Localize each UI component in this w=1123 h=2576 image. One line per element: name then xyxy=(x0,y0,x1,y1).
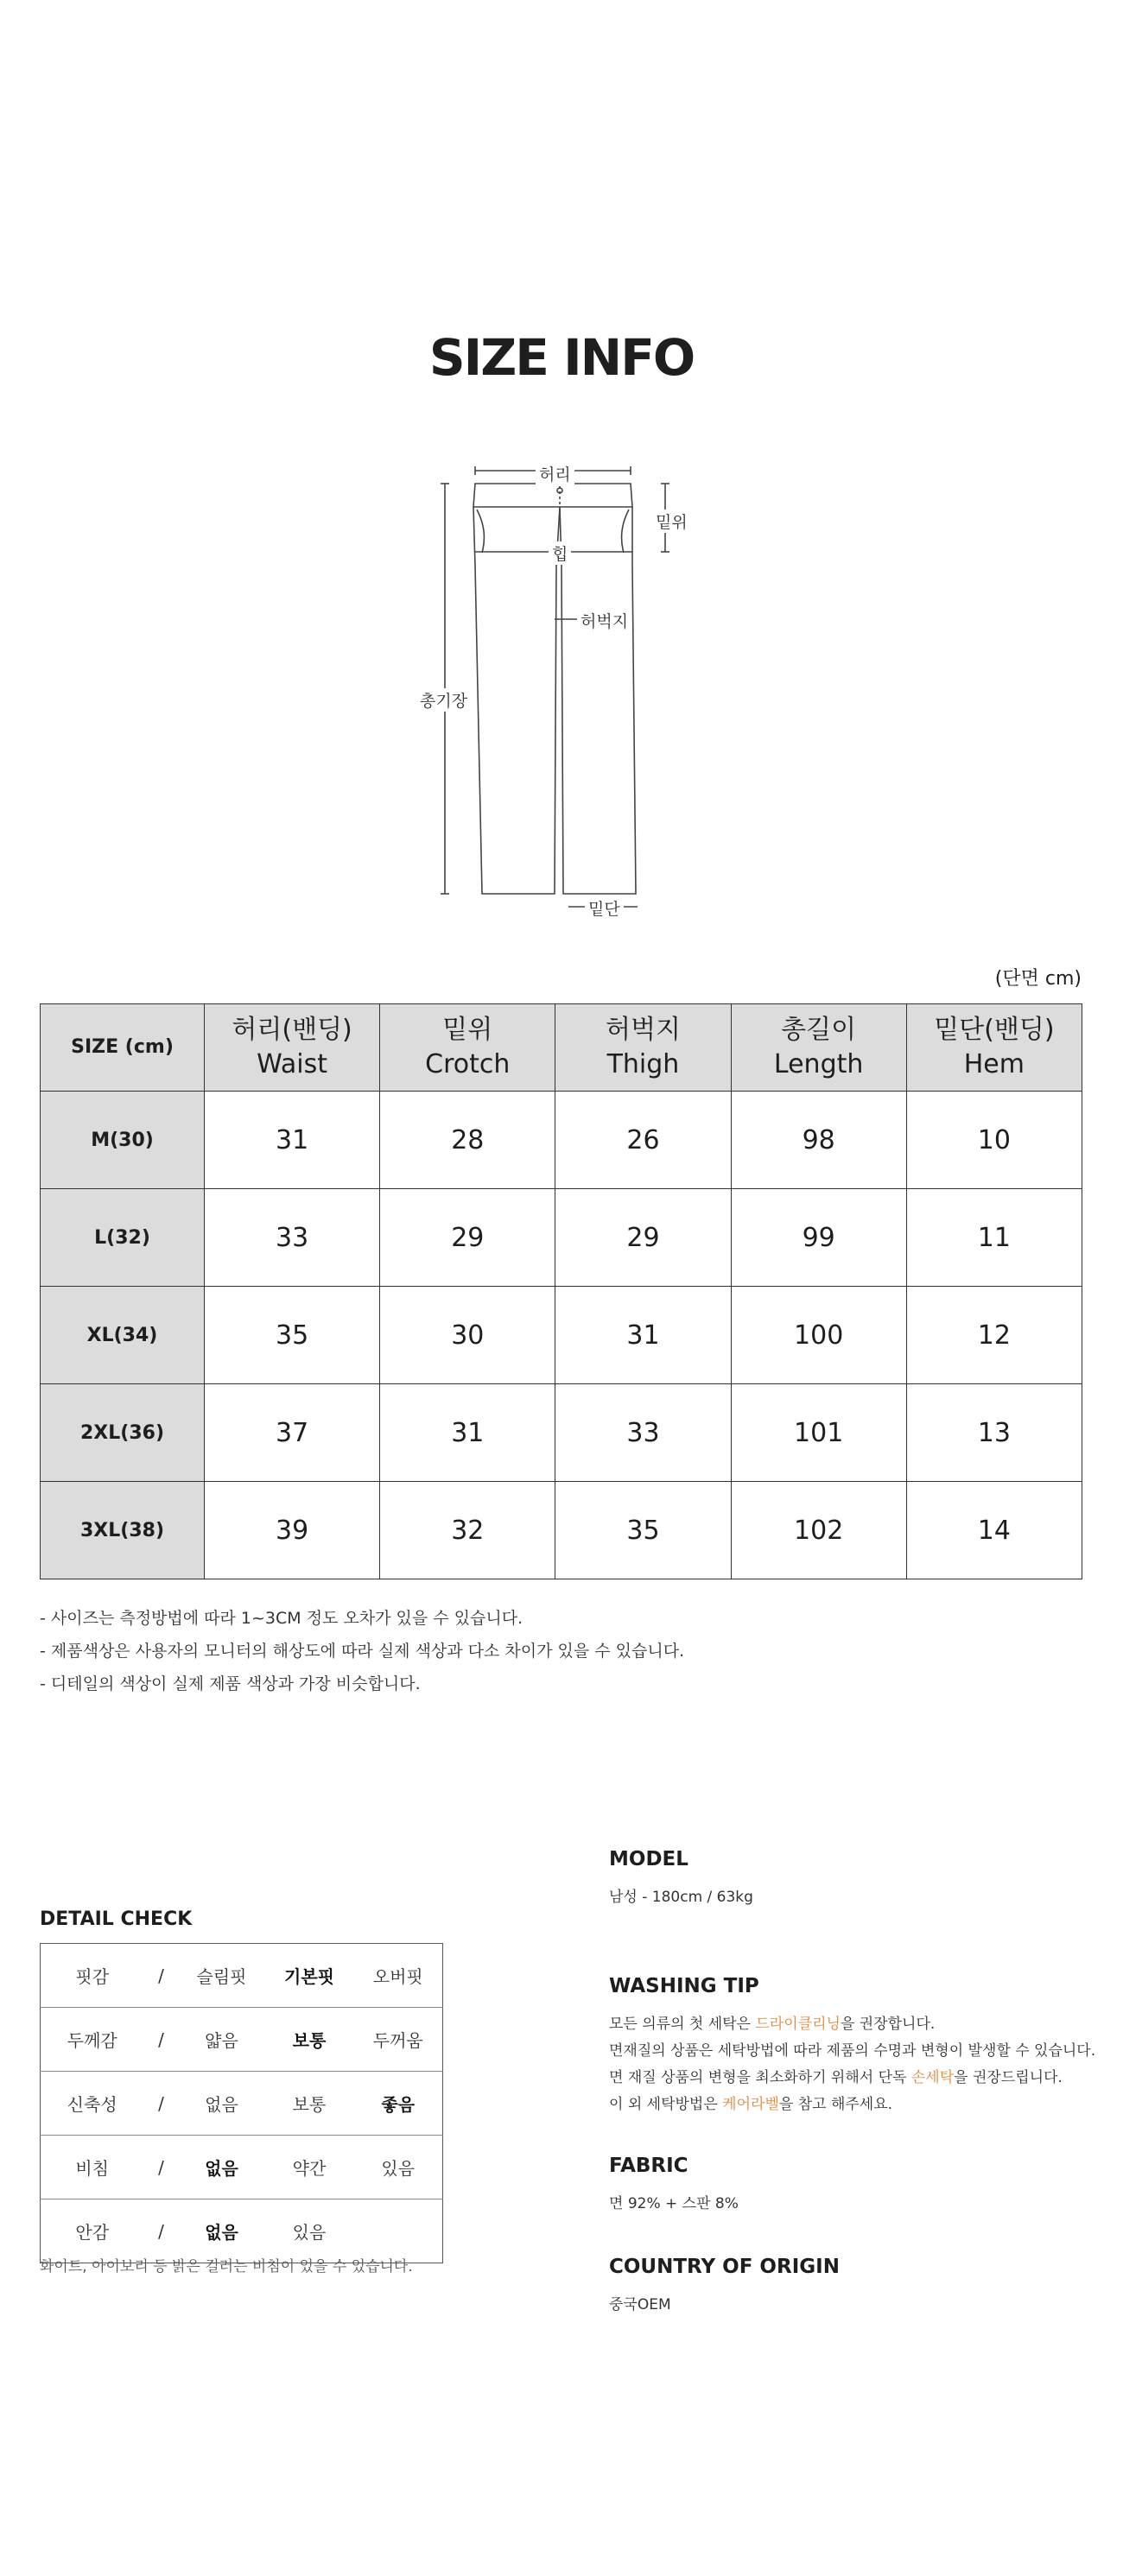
detail-option: 약간 xyxy=(265,2136,354,2199)
cell-value: 101 xyxy=(731,1384,906,1482)
fabric-title: FABRIC xyxy=(609,2155,688,2177)
table-row xyxy=(41,1287,1082,1384)
origin-text: 중국OEM xyxy=(609,2296,671,2313)
column-header-crotch: 밑위 Crotch xyxy=(380,1004,555,1092)
model-section xyxy=(609,1848,1110,1911)
cell-value: 102 xyxy=(731,1482,906,1579)
highlight-hand-wash: 손세탁 xyxy=(910,2069,955,2086)
washing-line: 면재질의 상품은 세탁방법에 따라 제품의 수명과 변형이 발생할 수 있습니다. xyxy=(609,2042,1096,2060)
table-row xyxy=(41,1482,1082,1579)
diagram-label-hip: 힙 xyxy=(549,541,571,565)
row-size: 3XL(38) xyxy=(41,1482,205,1579)
size-table-header xyxy=(41,1004,1082,1092)
cell-value: 98 xyxy=(731,1092,906,1189)
cell-value: 31 xyxy=(555,1287,731,1384)
model-title: MODEL xyxy=(609,1848,688,1870)
detail-label: 신축성 xyxy=(41,2072,144,2136)
detail-label: 두께감 xyxy=(41,2008,144,2072)
separator: / xyxy=(144,2072,179,2136)
pants-diagram xyxy=(406,462,708,924)
note-line: - 제품색상은 사용자의 모니터의 해상도에 따라 실제 색상과 다소 차이가 있을 수 있습니다. xyxy=(40,1642,685,1661)
column-header-hem: 밑단(밴딩) Hem xyxy=(906,1004,1082,1092)
cell-value: 100 xyxy=(731,1287,906,1384)
size-header-cell: SIZE (cm) xyxy=(41,1004,205,1092)
size-notes xyxy=(40,1602,684,1700)
washing-line: 면 재질 상품의 변형을 최소화하기 위해서 단독 손세탁을 권장드립니다. xyxy=(609,2069,1063,2086)
cell-value: 31 xyxy=(380,1384,555,1482)
detail-label: 핏감 xyxy=(41,1944,144,2008)
row-size: L(32) xyxy=(41,1189,205,1287)
detail-option: 얇음 xyxy=(179,2008,265,2072)
page-title: SIZE INFO xyxy=(428,328,695,387)
detail-option: 없음 xyxy=(179,2072,265,2136)
cell-value: 39 xyxy=(205,1482,380,1579)
detail-row xyxy=(41,1944,443,2008)
cell-value: 33 xyxy=(555,1384,731,1482)
row-size: XL(34) xyxy=(41,1287,205,1384)
detail-option-selected: 보통 xyxy=(265,2008,354,2072)
detail-label: 안감 xyxy=(75,2222,110,2243)
detail-option: 슬림핏 xyxy=(179,1944,265,2008)
cell-value: 32 xyxy=(380,1482,555,1579)
detail-label: 비침 xyxy=(41,2136,144,2199)
detail-option-selected: 기본핏 xyxy=(265,1944,354,2008)
cell-value: 29 xyxy=(555,1189,731,1287)
cell-value: 14 xyxy=(906,1482,1082,1579)
cell-value: 26 xyxy=(555,1092,731,1189)
detail-check-note: 화이트, 아이보리 등 밝은 컬러는 비침이 있을 수 있습니다. xyxy=(40,2258,413,2275)
diagram-label-crotch: 밑위 xyxy=(652,510,691,533)
cell-value: 35 xyxy=(555,1482,731,1579)
detail-check-title: DETAIL CHECK xyxy=(40,1908,193,1930)
cell-value: 13 xyxy=(906,1384,1082,1482)
cell-value: 33 xyxy=(205,1189,380,1287)
origin-title: COUNTRY OF ORIGIN xyxy=(609,2256,840,2278)
fabric-text: 면 92% + 스판 8% xyxy=(609,2195,739,2212)
origin-section xyxy=(609,2256,1110,2319)
unit-note: (단면 cm) xyxy=(994,968,1082,990)
diagram-label-waist: 허리 xyxy=(536,462,574,485)
column-header-length: 총길이 Length xyxy=(731,1004,906,1092)
washing-text xyxy=(609,2011,1110,2118)
cell-value: 30 xyxy=(380,1287,555,1384)
detail-option: 두꺼움 xyxy=(354,2008,443,2072)
size-table xyxy=(40,1003,1082,1579)
detail-row xyxy=(41,2008,443,2072)
separator: / xyxy=(144,2136,179,2199)
cell-value: 35 xyxy=(205,1287,380,1384)
note-line: - 사이즈는 측정방법에 따라 1~3CM 정도 오차가 있을 수 있습니다. xyxy=(40,1609,523,1628)
highlight-care-label: 케어라벨 xyxy=(722,2096,779,2113)
cell-value: 12 xyxy=(906,1287,1082,1384)
detail-row xyxy=(41,2136,443,2199)
diagram-label-hem: 밑단 xyxy=(585,896,624,920)
model-text: 남성 - 180cm / 63kg xyxy=(609,1889,753,1906)
detail-row xyxy=(41,2072,443,2136)
washing-title: WASHING TIP xyxy=(609,1975,759,1997)
row-size: M(30) xyxy=(41,1092,205,1189)
note-line: - 디테일의 색상이 실제 제품 색상과 가장 비슷합니다. xyxy=(40,1674,421,1693)
cell-value: 11 xyxy=(906,1189,1082,1287)
detail-option: 있음 xyxy=(354,2136,443,2199)
detail-option-selected: 없음 xyxy=(205,2222,238,2243)
cell-value: 99 xyxy=(731,1189,906,1287)
cell-value: 28 xyxy=(380,1092,555,1189)
cell-value: 29 xyxy=(380,1189,555,1287)
row-size: 2XL(36) xyxy=(41,1384,205,1482)
detail-option: 오버핏 xyxy=(354,1944,443,2008)
column-header-thigh: 허벅지 Thigh xyxy=(555,1004,731,1092)
diagram-label-thigh: 허벅지 xyxy=(577,609,631,632)
washing-line: 이 외 세탁방법은 케어라벨을 참고 해주세요. xyxy=(609,2096,893,2113)
separator: / xyxy=(144,2008,179,2072)
separator: / xyxy=(144,1944,179,2008)
column-header-waist: 허리(밴딩) Waist xyxy=(205,1004,380,1092)
detail-option-selected: 좋음 xyxy=(354,2072,443,2136)
cell-value: 31 xyxy=(205,1092,380,1189)
detail-option-selected: 없음 xyxy=(179,2136,265,2199)
detail-check-table xyxy=(40,1943,443,2263)
fabric-section xyxy=(609,2155,1110,2218)
detail-option: 보통 xyxy=(265,2072,354,2136)
washing-section xyxy=(609,1975,1110,2118)
diagram-label-length: 총기장 xyxy=(416,688,471,712)
cell-value: 10 xyxy=(906,1092,1082,1189)
detail-option: 있음 xyxy=(292,2222,327,2243)
washing-line: 모든 의류의 첫 세탁은 드라이클리닝을 권장합니다. xyxy=(609,2016,936,2033)
table-row xyxy=(41,1092,1082,1189)
table-row xyxy=(41,1384,1082,1482)
cell-value: 37 xyxy=(205,1384,380,1482)
highlight-dry-cleaning: 드라이클리닝 xyxy=(755,2016,841,2033)
table-row xyxy=(41,1189,1082,1287)
separator: / xyxy=(158,2220,164,2242)
